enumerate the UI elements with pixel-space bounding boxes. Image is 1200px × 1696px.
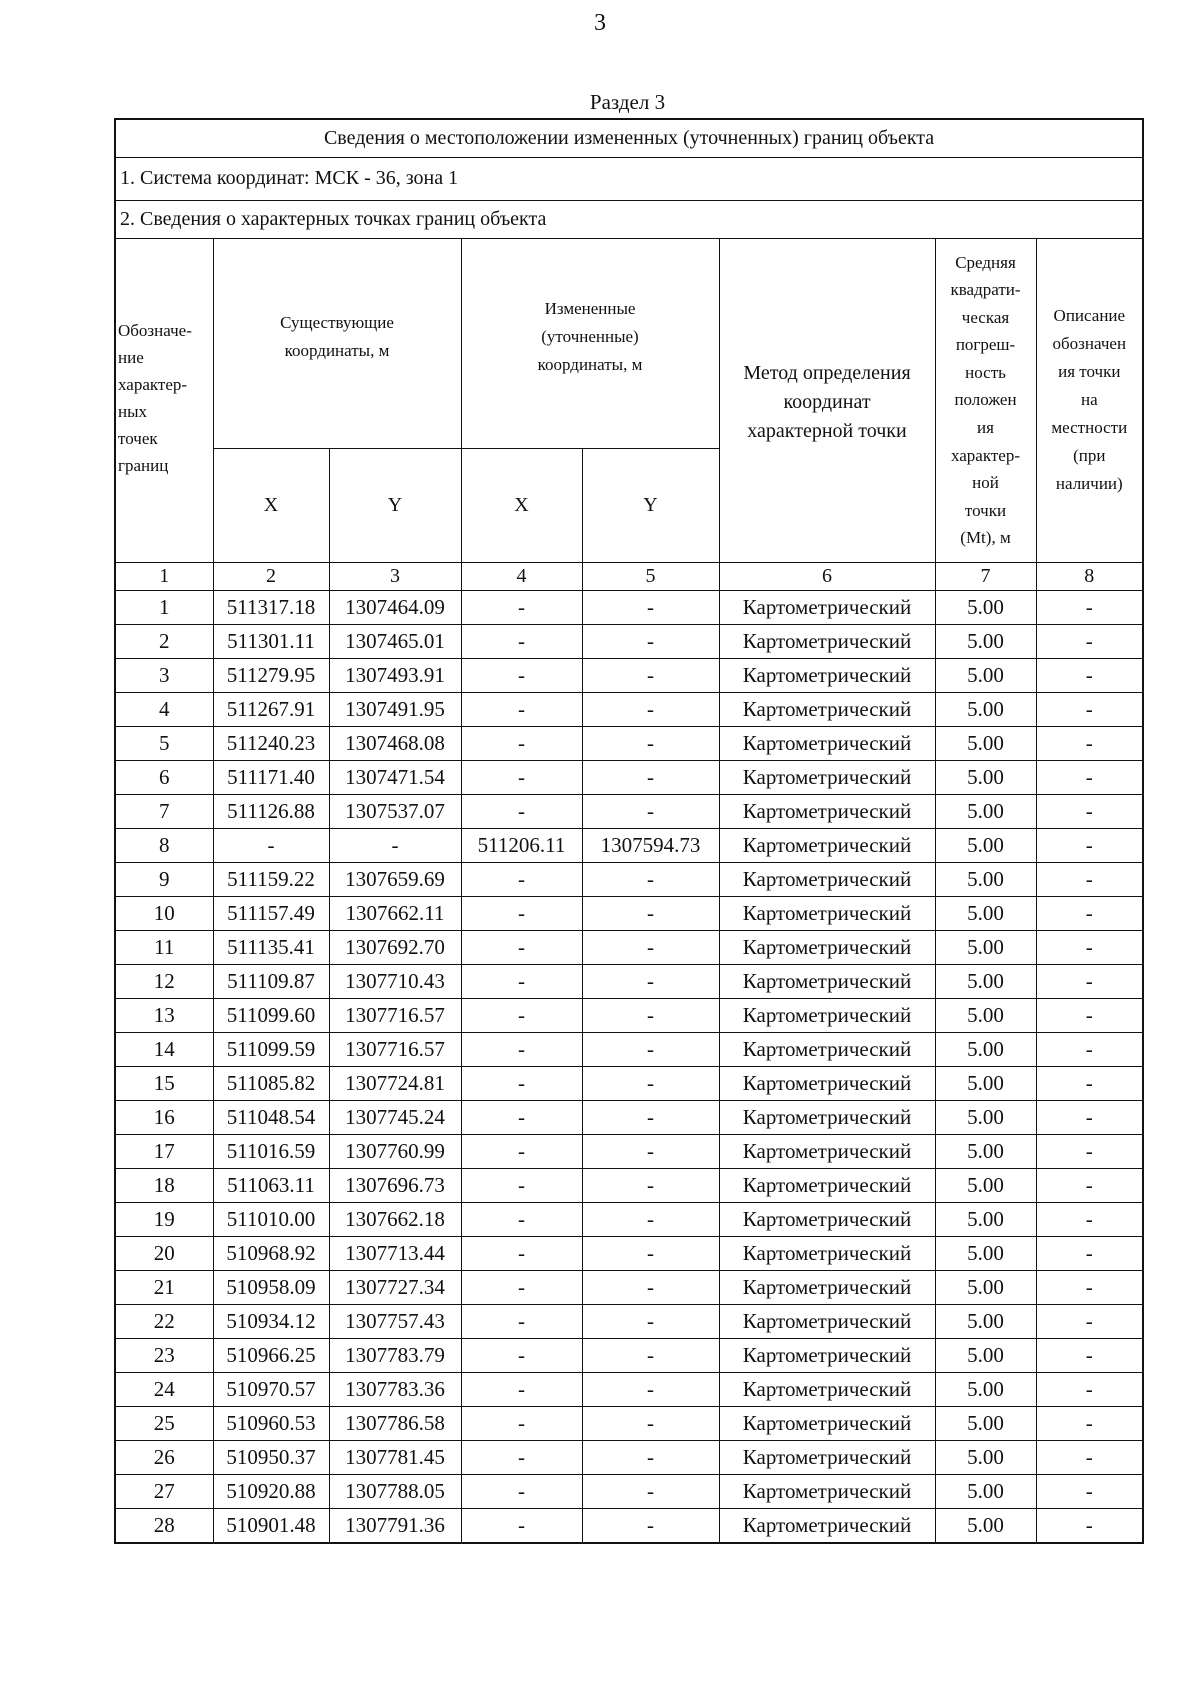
changed-y-cell: - (582, 1474, 719, 1508)
header-existing-y: Y (329, 448, 461, 562)
method-cell: Картометрический (719, 862, 935, 896)
method-cell: Картометрический (719, 1372, 935, 1406)
description-cell: - (1036, 1406, 1143, 1440)
point-number-cell: 19 (115, 1202, 213, 1236)
rms-error-cell: 5.00 (935, 964, 1036, 998)
existing-x-cell: 511099.59 (213, 1032, 329, 1066)
changed-y-cell: - (582, 726, 719, 760)
description-cell: - (1036, 1134, 1143, 1168)
point-number-cell: 13 (115, 998, 213, 1032)
point-number-cell: 2 (115, 624, 213, 658)
changed-y-cell: - (582, 1270, 719, 1304)
existing-x-cell: 511159.22 (213, 862, 329, 896)
changed-x-cell: - (461, 1440, 582, 1474)
changed-y-cell: - (582, 1304, 719, 1338)
table-row (115, 964, 1143, 998)
header-existing-x: X (213, 448, 329, 562)
changed-y-cell: - (582, 794, 719, 828)
point-number-cell: 25 (115, 1406, 213, 1440)
changed-y-cell: - (582, 1508, 719, 1543)
existing-y-cell: 1307493.91 (329, 658, 461, 692)
table-row (115, 1134, 1143, 1168)
description-cell: - (1036, 658, 1143, 692)
column-number: 5 (582, 562, 719, 590)
changed-x-cell: - (461, 658, 582, 692)
rms-error-cell: 5.00 (935, 1372, 1036, 1406)
table-row (115, 726, 1143, 760)
method-cell: Картометрический (719, 998, 935, 1032)
table-row (115, 692, 1143, 726)
changed-x-cell: - (461, 1100, 582, 1134)
existing-x-cell: 511048.54 (213, 1100, 329, 1134)
table-row (115, 862, 1143, 896)
header-rms-error: Средняя квадрати- ческая погреш- ность положен ия характер- ной точки (Mt), м (935, 238, 1036, 562)
table-row (115, 1508, 1143, 1543)
changed-y-cell: - (582, 1066, 719, 1100)
description-cell: - (1036, 896, 1143, 930)
point-number-cell: 8 (115, 828, 213, 862)
method-cell: Картометрический (719, 726, 935, 760)
column-numbers-row (115, 562, 1143, 590)
existing-x-cell: 511171.40 (213, 760, 329, 794)
header-changed-x: X (461, 448, 582, 562)
existing-y-cell: 1307727.34 (329, 1270, 461, 1304)
method-cell: Картометрический (719, 1304, 935, 1338)
method-cell: Картометрический (719, 1440, 935, 1474)
rms-error-cell: 5.00 (935, 998, 1036, 1032)
rms-error-cell: 5.00 (935, 1406, 1036, 1440)
existing-x-cell: 510950.37 (213, 1440, 329, 1474)
changed-y-cell: 1307594.73 (582, 828, 719, 862)
existing-x-cell: 510970.57 (213, 1372, 329, 1406)
description-cell: - (1036, 760, 1143, 794)
existing-y-cell: 1307757.43 (329, 1304, 461, 1338)
point-number-cell: 14 (115, 1032, 213, 1066)
rms-error-cell: 5.00 (935, 658, 1036, 692)
changed-y-cell: - (582, 692, 719, 726)
point-number-cell: 18 (115, 1168, 213, 1202)
existing-y-cell: 1307710.43 (329, 964, 461, 998)
point-number-cell: 9 (115, 862, 213, 896)
changed-x-cell: - (461, 1474, 582, 1508)
changed-x-cell: - (461, 964, 582, 998)
point-number-cell: 11 (115, 930, 213, 964)
table-row (115, 1202, 1143, 1236)
changed-x-cell: - (461, 692, 582, 726)
coord-system: 1. Система координат: МСК - 36, зона 1 (115, 157, 1143, 200)
rms-error-cell: 5.00 (935, 862, 1036, 896)
method-cell: Картометрический (719, 1134, 935, 1168)
column-number: 1 (115, 562, 213, 590)
rms-error-cell: 5.00 (935, 1474, 1036, 1508)
point-number-cell: 10 (115, 896, 213, 930)
existing-y-cell: 1307659.69 (329, 862, 461, 896)
description-cell: - (1036, 1270, 1143, 1304)
table-row (115, 1168, 1143, 1202)
header-changed-y: Y (582, 448, 719, 562)
table-row (115, 1440, 1143, 1474)
description-cell: - (1036, 726, 1143, 760)
changed-x-cell: - (461, 590, 582, 624)
header-existing-coords: Существующие координаты, м (213, 238, 461, 448)
table-row (115, 590, 1143, 624)
existing-y-cell: 1307783.79 (329, 1338, 461, 1372)
header-designation: Обозначе- ние характер- ных точек границ (115, 238, 213, 562)
existing-y-cell: 1307692.70 (329, 930, 461, 964)
description-cell: - (1036, 1202, 1143, 1236)
description-cell: - (1036, 1372, 1143, 1406)
point-number-cell: 28 (115, 1508, 213, 1543)
description-cell: - (1036, 624, 1143, 658)
point-number-cell: 5 (115, 726, 213, 760)
section-title: Раздел 3 (589, 90, 666, 114)
description-cell: - (1036, 590, 1143, 624)
description-cell: - (1036, 1032, 1143, 1066)
point-number-cell: 24 (115, 1372, 213, 1406)
method-cell: Картометрический (719, 964, 935, 998)
header-description: Описание обозначен ия точки на местности (при наличии) (1036, 238, 1143, 562)
existing-x-cell: 511157.49 (213, 896, 329, 930)
header-row-1 (115, 238, 1143, 448)
points-heading-row (115, 200, 1143, 238)
existing-y-cell: 1307468.08 (329, 726, 461, 760)
point-number-cell: 7 (115, 794, 213, 828)
existing-x-cell: 511317.18 (213, 590, 329, 624)
existing-y-cell: 1307791.36 (329, 1508, 461, 1543)
existing-y-cell: 1307537.07 (329, 794, 461, 828)
existing-x-cell: 510920.88 (213, 1474, 329, 1508)
description-cell: - (1036, 930, 1143, 964)
existing-x-cell: 510934.12 (213, 1304, 329, 1338)
changed-x-cell: - (461, 1134, 582, 1168)
changed-x-cell: - (461, 1032, 582, 1066)
method-cell: Картометрический (719, 1066, 935, 1100)
rms-error-cell: 5.00 (935, 828, 1036, 862)
changed-y-cell: - (582, 1440, 719, 1474)
existing-y-cell: 1307716.57 (329, 1032, 461, 1066)
description-cell: - (1036, 964, 1143, 998)
rms-error-cell: 5.00 (935, 1134, 1036, 1168)
table-row (115, 1236, 1143, 1270)
changed-x-cell: - (461, 1202, 582, 1236)
table-row (115, 1474, 1143, 1508)
column-number: 4 (461, 562, 582, 590)
table-row (115, 794, 1143, 828)
changed-y-cell: - (582, 1372, 719, 1406)
method-cell: Картометрический (719, 1236, 935, 1270)
rms-error-cell: 5.00 (935, 896, 1036, 930)
existing-x-cell: - (213, 828, 329, 862)
changed-y-cell: - (582, 1338, 719, 1372)
column-number: 6 (719, 562, 935, 590)
column-number: 8 (1036, 562, 1143, 590)
table-row (115, 828, 1143, 862)
existing-x-cell: 511135.41 (213, 930, 329, 964)
column-number: 2 (213, 562, 329, 590)
header-method: Метод определения координат характерной точки (719, 238, 935, 562)
description-cell: - (1036, 1440, 1143, 1474)
point-number-cell: 26 (115, 1440, 213, 1474)
changed-x-cell: - (461, 1304, 582, 1338)
existing-y-cell: 1307662.18 (329, 1202, 461, 1236)
existing-y-cell: 1307745.24 (329, 1100, 461, 1134)
point-number-cell: 1 (115, 590, 213, 624)
rms-error-cell: 5.00 (935, 1168, 1036, 1202)
description-cell: - (1036, 862, 1143, 896)
table-row (115, 624, 1143, 658)
changed-y-cell: - (582, 1032, 719, 1066)
changed-x-cell: - (461, 998, 582, 1032)
existing-x-cell: 511016.59 (213, 1134, 329, 1168)
existing-x-cell: 511109.87 (213, 964, 329, 998)
method-cell: Картометрический (719, 692, 935, 726)
existing-x-cell: 510901.48 (213, 1508, 329, 1543)
changed-x-cell: - (461, 1508, 582, 1543)
description-cell: - (1036, 998, 1143, 1032)
rms-error-cell: 5.00 (935, 590, 1036, 624)
existing-y-cell: 1307716.57 (329, 998, 461, 1032)
existing-y-cell: 1307696.73 (329, 1168, 461, 1202)
rms-error-cell: 5.00 (935, 930, 1036, 964)
changed-x-cell: - (461, 1338, 582, 1372)
changed-y-cell: - (582, 862, 719, 896)
rms-error-cell: 5.00 (935, 1304, 1036, 1338)
rms-error-cell: 5.00 (935, 1236, 1036, 1270)
description-cell: - (1036, 828, 1143, 862)
changed-y-cell: - (582, 1236, 719, 1270)
changed-y-cell: - (582, 1406, 719, 1440)
existing-y-cell: 1307471.54 (329, 760, 461, 794)
existing-y-cell: 1307724.81 (329, 1066, 461, 1100)
existing-x-cell: 511010.00 (213, 1202, 329, 1236)
existing-x-cell: 511240.23 (213, 726, 329, 760)
changed-x-cell: - (461, 1066, 582, 1100)
description-cell: - (1036, 1474, 1143, 1508)
method-cell: Картометрический (719, 624, 935, 658)
method-cell: Картометрический (719, 590, 935, 624)
changed-x-cell: 511206.11 (461, 828, 582, 862)
description-cell: - (1036, 1168, 1143, 1202)
changed-x-cell: - (461, 862, 582, 896)
existing-x-cell: 511301.11 (213, 624, 329, 658)
table-row (115, 658, 1143, 692)
changed-y-cell: - (582, 964, 719, 998)
rms-error-cell: 5.00 (935, 692, 1036, 726)
table-title-row (115, 119, 1143, 157)
rms-error-cell: 5.00 (935, 1508, 1036, 1543)
point-number-cell: 15 (115, 1066, 213, 1100)
point-number-cell: 22 (115, 1304, 213, 1338)
page-number: 3 (594, 10, 606, 36)
description-cell: - (1036, 1304, 1143, 1338)
table-row (115, 1032, 1143, 1066)
description-cell: - (1036, 1100, 1143, 1134)
changed-x-cell: - (461, 760, 582, 794)
method-cell: Картометрический (719, 1032, 935, 1066)
point-number-cell: 3 (115, 658, 213, 692)
changed-y-cell: - (582, 658, 719, 692)
table-row (115, 896, 1143, 930)
column-number: 3 (329, 562, 461, 590)
changed-y-cell: - (582, 624, 719, 658)
point-number-cell: 16 (115, 1100, 213, 1134)
points-heading: 2. Сведения о характерных точках границ объекта (115, 200, 1143, 238)
method-cell: Картометрический (719, 1168, 935, 1202)
point-number-cell: 23 (115, 1338, 213, 1372)
existing-x-cell: 511126.88 (213, 794, 329, 828)
method-cell: Картометрический (719, 1406, 935, 1440)
changed-y-cell: - (582, 896, 719, 930)
description-cell: - (1036, 1066, 1143, 1100)
rms-error-cell: 5.00 (935, 726, 1036, 760)
changed-y-cell: - (582, 760, 719, 794)
existing-x-cell: 511267.91 (213, 692, 329, 726)
changed-y-cell: - (582, 998, 719, 1032)
existing-x-cell: 510968.92 (213, 1236, 329, 1270)
rms-error-cell: 5.00 (935, 1338, 1036, 1372)
changed-y-cell: - (582, 930, 719, 964)
existing-y-cell: 1307491.95 (329, 692, 461, 726)
column-number: 7 (935, 562, 1036, 590)
rms-error-cell: 5.00 (935, 1440, 1036, 1474)
rms-error-cell: 5.00 (935, 760, 1036, 794)
changed-x-cell: - (461, 1168, 582, 1202)
changed-x-cell: - (461, 794, 582, 828)
boundary-points-table (114, 118, 1144, 1544)
table-row (115, 1406, 1143, 1440)
rms-error-cell: 5.00 (935, 1270, 1036, 1304)
rms-error-cell: 5.00 (935, 1066, 1036, 1100)
point-number-cell: 21 (115, 1270, 213, 1304)
method-cell: Картометрический (719, 896, 935, 930)
point-number-cell: 6 (115, 760, 213, 794)
table-row (115, 1372, 1143, 1406)
method-cell: Картометрический (719, 1202, 935, 1236)
changed-x-cell: - (461, 726, 582, 760)
point-number-cell: 27 (115, 1474, 213, 1508)
method-cell: Картометрический (719, 1100, 935, 1134)
point-number-cell: 4 (115, 692, 213, 726)
existing-x-cell: 511099.60 (213, 998, 329, 1032)
existing-y-cell: 1307781.45 (329, 1440, 461, 1474)
header-changed-coords: Измененные (уточненные) координаты, м (461, 238, 719, 448)
description-cell: - (1036, 692, 1143, 726)
changed-y-cell: - (582, 1168, 719, 1202)
table-row (115, 760, 1143, 794)
method-cell: Картометрический (719, 1338, 935, 1372)
table-row (115, 1270, 1143, 1304)
changed-y-cell: - (582, 1202, 719, 1236)
changed-x-cell: - (461, 1270, 582, 1304)
existing-y-cell: 1307465.01 (329, 624, 461, 658)
method-cell: Картометрический (719, 794, 935, 828)
changed-x-cell: - (461, 896, 582, 930)
rms-error-cell: 5.00 (935, 1032, 1036, 1066)
existing-x-cell: 511279.95 (213, 658, 329, 692)
existing-y-cell: 1307783.36 (329, 1372, 461, 1406)
existing-x-cell: 510958.09 (213, 1270, 329, 1304)
method-cell: Картометрический (719, 828, 935, 862)
rms-error-cell: 5.00 (935, 794, 1036, 828)
existing-y-cell: 1307713.44 (329, 1236, 461, 1270)
table-row (115, 1304, 1143, 1338)
changed-x-cell: - (461, 624, 582, 658)
existing-y-cell: 1307788.05 (329, 1474, 461, 1508)
changed-x-cell: - (461, 930, 582, 964)
description-cell: - (1036, 1236, 1143, 1270)
existing-y-cell: 1307662.11 (329, 896, 461, 930)
table-row (115, 930, 1143, 964)
description-cell: - (1036, 1508, 1143, 1543)
existing-y-cell: 1307464.09 (329, 590, 461, 624)
existing-x-cell: 511085.82 (213, 1066, 329, 1100)
changed-x-cell: - (461, 1372, 582, 1406)
coord-system-row (115, 157, 1143, 200)
existing-x-cell: 511063.11 (213, 1168, 329, 1202)
description-cell: - (1036, 794, 1143, 828)
table-row (115, 1100, 1143, 1134)
method-cell: Картометрический (719, 930, 935, 964)
table-title: Сведения о местоположении измененных (уточненных) границ объекта (115, 119, 1143, 157)
existing-y-cell: 1307786.58 (329, 1406, 461, 1440)
rms-error-cell: 5.00 (935, 624, 1036, 658)
changed-y-cell: - (582, 1134, 719, 1168)
existing-y-cell: - (329, 828, 461, 862)
rms-error-cell: 5.00 (935, 1202, 1036, 1236)
table-row (115, 998, 1143, 1032)
changed-x-cell: - (461, 1406, 582, 1440)
method-cell: Картометрический (719, 1270, 935, 1304)
changed-y-cell: - (582, 590, 719, 624)
description-cell: - (1036, 1338, 1143, 1372)
point-number-cell: 20 (115, 1236, 213, 1270)
method-cell: Картометрический (719, 1508, 935, 1543)
method-cell: Картометрический (719, 760, 935, 794)
method-cell: Картометрический (719, 1474, 935, 1508)
existing-x-cell: 510966.25 (213, 1338, 329, 1372)
point-number-cell: 17 (115, 1134, 213, 1168)
changed-x-cell: - (461, 1236, 582, 1270)
method-cell: Картометрический (719, 658, 935, 692)
existing-x-cell: 510960.53 (213, 1406, 329, 1440)
table-row (115, 1066, 1143, 1100)
rms-error-cell: 5.00 (935, 1100, 1036, 1134)
table-body (115, 119, 1143, 1543)
point-number-cell: 12 (115, 964, 213, 998)
existing-y-cell: 1307760.99 (329, 1134, 461, 1168)
table-row (115, 1338, 1143, 1372)
changed-y-cell: - (582, 1100, 719, 1134)
